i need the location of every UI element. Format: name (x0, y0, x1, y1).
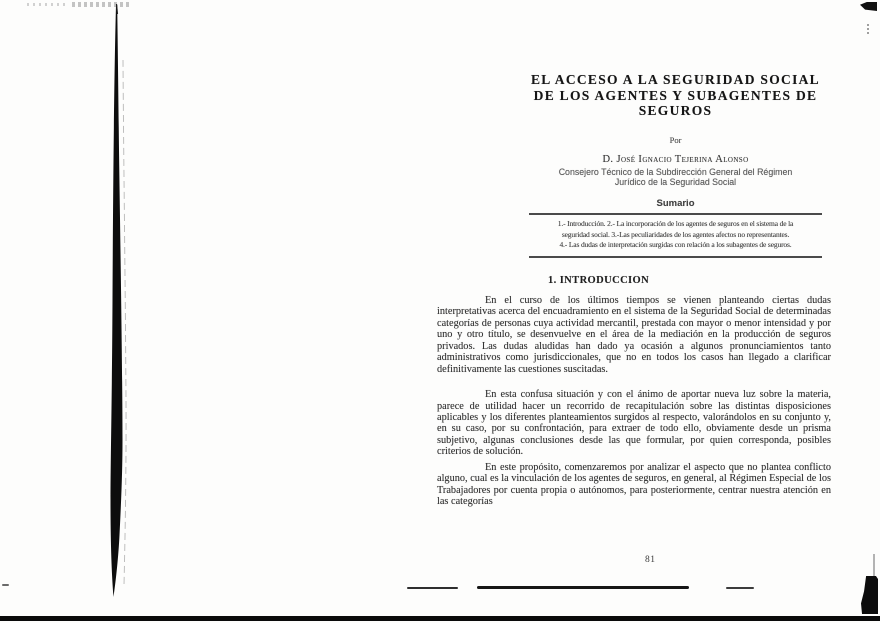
scan-bottom-dash (726, 587, 754, 589)
scan-top-left-marks (27, 3, 65, 6)
author-name: D. José Ignacio Tejerina Alonso (602, 153, 749, 165)
author-affiliation (529, 167, 822, 189)
scan-book-spine-artifact (95, 0, 135, 623)
body-paragraph: En este propósito, comenzaremos por analizar el aspecto que no plantea conflicto alguno, cual es la vinculación de los agentes de seguros, en general, al Régimen Especial de los Trabajadores por cuenta propia o autónomos, para posteriormente, centrar nuestra atención en las categorías (437, 461, 831, 508)
summary-line: 1.- Introducción. 2.- La incorporación de los agentes de seguros en el sistema de la (557, 219, 794, 229)
scan-right-edge-tail (873, 554, 875, 578)
summary-box (529, 213, 822, 258)
article-header (529, 0, 822, 258)
scan-bottom-edge-bar (0, 616, 880, 621)
scan-bottom-dash (2, 584, 9, 586)
summary-line: seguridad social. 3.-Las peculiaridades de los agentes afectos no representantes. (561, 229, 790, 239)
summary-heading: Sumario (656, 198, 695, 210)
affiliation-line: Jurídico de la Seguridad Social (614, 177, 737, 188)
scan-top-right-corner-mark (860, 2, 877, 11)
title-line: EL ACCESO A LA SEGURIDAD SOCIAL (530, 72, 820, 87)
article-title (529, 72, 822, 119)
scan-right-edge-mark (861, 576, 878, 614)
body-paragraph: En esta confusa situación y con el ánimo de aportar nueva luz sobre la materia, parece de utilidad hacer un recorrido de recapitulación sobre las distintas disposiciones aplicables y los diferentes planteamientos surgidos al respecto, valorándolos en su conjunto y, en su caso, por su confrontación, para extraer de todo ello, obviamente desde un prisma subjetivo, algunas conclusiones desde las que formular, por quien corresponda, posibles criterios de solución. (437, 389, 831, 458)
section-heading: 1. INTRODUCCION (548, 274, 650, 286)
affiliation-line: Consejero Técnico de la Subdirección General del Régimen (558, 166, 793, 177)
scan-bottom-dash (407, 587, 458, 589)
title-line: SEGUROS (638, 103, 713, 118)
scan-top-right-speck (867, 24, 869, 35)
byline: Por (669, 134, 682, 145)
title-line: DE LOS AGENTES Y SUBAGENTES DE (533, 87, 818, 103)
page-number: 81 (645, 555, 656, 565)
scan-bottom-dash (477, 586, 689, 589)
body-paragraph: En el curso de los últimos tiempos se vienen planteando ciertas dudas interpretativas acerca del encuadramiento en el sistema de la Seguridad Social de determinadas categorías de personas cuya actividad mercantil, prestada con mayor o menor intensidad y por uno y otro título, se desenvuelve en el área de la mediación en la producción de seguros privados. Las dudas aludidas han dado ya ocasión a algunos pronunciamientos tanto administrativos como jurisdiccionales, que no en todos los casos han llegado a clarificar definitivamente las cuestiones suscitadas. (437, 294, 831, 375)
summary-line: 4.- Las dudas de interpretación surgidas con relación a los subagentes de seguros. (559, 240, 792, 250)
article-column (437, 0, 831, 508)
